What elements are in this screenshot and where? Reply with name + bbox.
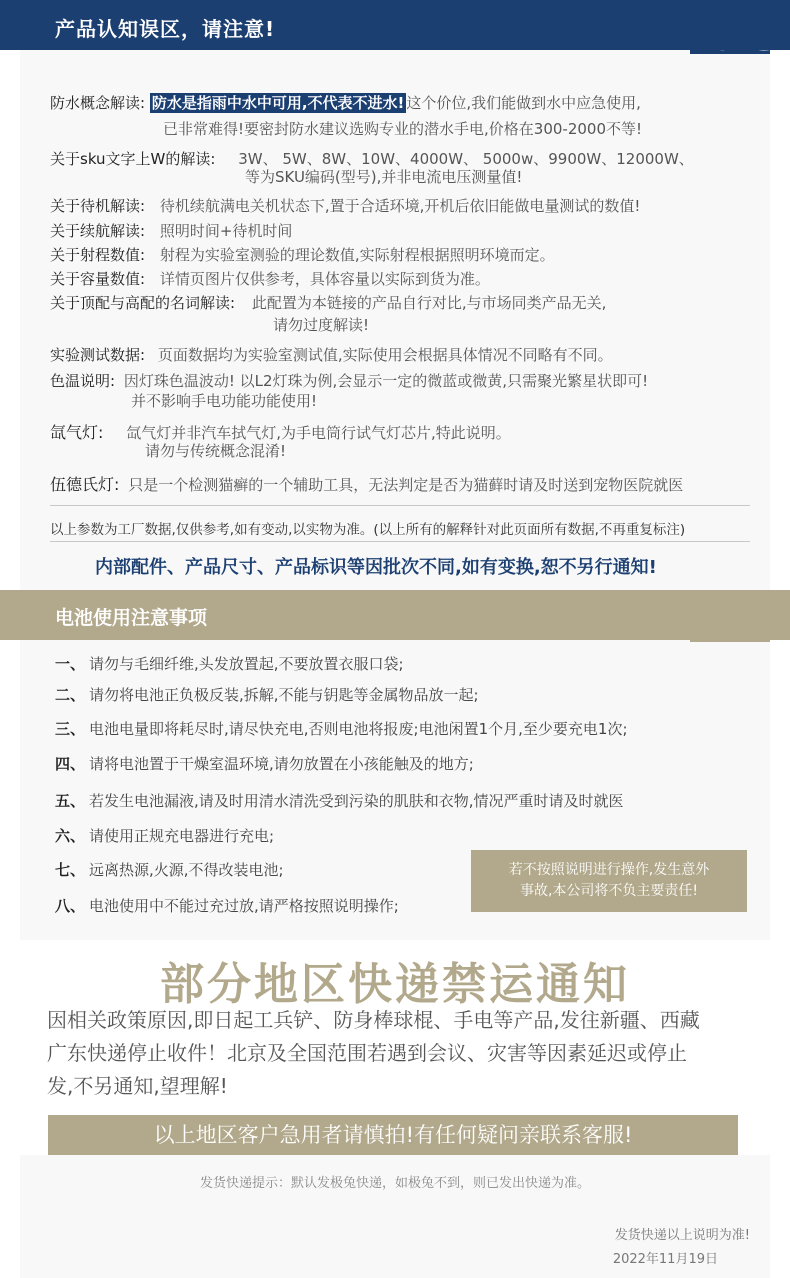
row-text: 此配置为本链接的产品自行对比,与市场同类产品无关, xyxy=(251,294,607,312)
divider xyxy=(50,541,750,542)
row-text: 详情页图片仅供参考，具体容量以实际到货为准。 xyxy=(159,270,490,288)
row-waterproof xyxy=(50,92,641,113)
battery-item xyxy=(55,653,404,674)
row-label: 关于射程数值: xyxy=(50,246,146,264)
row-text: 照明时间+待机时间 xyxy=(159,222,293,240)
row-standby xyxy=(50,195,640,216)
item-text: 电池电量即将耗尽时,请尽快充电,否则电池将报废;电池闲置1个月,至少要充电1次; xyxy=(89,720,628,738)
row-label: 伍德氏灯: xyxy=(50,475,120,494)
section-header-product-misconceptions xyxy=(0,0,790,50)
row-label: 关于待机解读: xyxy=(50,197,146,215)
shipping-tip: 发货快递提示：默认发极兔快递，如极兔不到，则已发出快递为准。 xyxy=(199,1176,590,1191)
row-range xyxy=(50,244,555,265)
row-runtime xyxy=(50,220,292,241)
item-number: 三、 xyxy=(55,720,86,738)
row-continuation: 请勿与传统概念混淆! xyxy=(145,442,287,460)
item-number: 七、 xyxy=(55,861,86,879)
item-text: 请勿将电池正负极反装,拆解,不能与钥匙等金属物品放一起; xyxy=(89,686,479,704)
battery-item xyxy=(55,825,274,846)
row-label: 实验测试数据: xyxy=(50,346,146,364)
row-config-terms xyxy=(50,292,606,313)
item-text: 请使用正规充电器进行充电; xyxy=(89,827,275,845)
disclaimer: 以上参数为工厂数据,仅供参考,如有变动,以实物为准。(以上所有的解释针对此页面所有数据,不再重复标注) xyxy=(50,522,686,538)
item-number: 四、 xyxy=(55,755,86,773)
row-text: 射程为实验室测验的理论数值,实际射程根据照明环境而定。 xyxy=(159,246,555,264)
highlight-text: 防水是指雨中水中可用,不代表不进水! xyxy=(151,94,405,112)
shipping-ban-line: 发,不另通知,望理解! xyxy=(47,1074,228,1098)
row-text: 3W、 5W、8W、10W、4000W、 5000w、9900W、12000W、 xyxy=(238,150,694,168)
shipping-ban-title: 部分地区快递禁运通知 xyxy=(160,959,630,1010)
section-header-battery xyxy=(0,590,790,640)
footer-note: 发货快递以上说明为准! xyxy=(614,1228,750,1243)
row-color-temperature xyxy=(50,370,648,391)
row-continuation: 并不影响手电功能功能使用! xyxy=(131,392,318,410)
row-wood-lamp xyxy=(50,472,683,495)
battery-item xyxy=(55,684,479,705)
battery-item xyxy=(55,790,624,811)
item-text: 请将电池置于干燥室温环境,请勿放置在小孩能触及的地方; xyxy=(89,755,474,773)
battery-item xyxy=(55,895,399,916)
shipping-ban-line: 因相关政策原因,即日起工兵铲、防身棒球棍、手电等产品,发往新疆、西藏 xyxy=(47,1008,700,1032)
item-number: 六、 xyxy=(55,827,86,845)
item-number: 八、 xyxy=(55,897,86,915)
row-text: 只是一个检测猫癣的一个辅助工具，无法判定是否为猫藓时请及时送到宠物医院就医 xyxy=(128,476,684,494)
row-label: 关于容量数值: xyxy=(50,270,146,288)
battery-item xyxy=(55,859,284,880)
row-label: 色温说明: xyxy=(50,372,116,390)
battery-item xyxy=(55,718,628,739)
liability-warning-box xyxy=(471,850,747,912)
warning-line: 事故,本公司将不负主要责任! xyxy=(519,883,699,899)
row-label: 关于sku文字上W的解读: xyxy=(50,150,216,168)
row-label: 氙气灯: xyxy=(50,423,104,442)
footer-date: 2022年11月19日 xyxy=(612,1252,718,1267)
divider xyxy=(50,505,750,506)
contact-service-bar: 以上地区客户急用者请慎拍!有任何疑问亲联系客服! xyxy=(48,1115,738,1155)
row-capacity xyxy=(50,268,490,289)
row-continuation: 请勿过度解读! xyxy=(273,316,370,334)
wave-decoration-icon xyxy=(690,30,770,54)
warning-line: 若不按照说明进行操作,发生意外 xyxy=(508,862,710,878)
item-text: 电池使用中不能过充过放,请严格按照说明操作; xyxy=(89,897,399,915)
row-text: 这个价位,我们能做到水中应急使用, xyxy=(406,94,641,112)
row-label: 防水概念解读: xyxy=(50,94,146,112)
section-title: 产品认知误区，请注意! xyxy=(55,17,276,41)
section-title: 电池使用注意事项 xyxy=(55,607,208,629)
battery-item xyxy=(55,753,474,774)
row-text: 页面数据均为实验室测试值,实际使用会根据具体情况不同略有不同。 xyxy=(157,346,613,364)
item-text: 远离热源,火源,不得改装电池; xyxy=(89,861,284,879)
item-text: 请勿与毛细纤维,头发放置起,不要放置衣服口袋; xyxy=(89,655,404,673)
shipping-ban-line: 广东快递停止收件！北京及全国范围若遇到会议、灾害等因素延迟或停止 xyxy=(47,1041,687,1065)
row-text: 氙气灯并非汽车拭气灯,为手电筒行试气灯芯片,特此说明。 xyxy=(126,424,511,442)
batch-notice: 内部配件、产品尺寸、产品标识等因批次不同,如有变换,恕不另行通知! xyxy=(95,557,657,578)
row-test-data xyxy=(50,344,613,365)
item-number: 五、 xyxy=(55,792,86,810)
row-continuation: 已非常难得!要密封防水建议选购专业的潜水手电,价格在300-2000不等! xyxy=(163,120,643,138)
row-label: 关于顶配与高配的名词解读: xyxy=(50,294,236,312)
row-text: 因灯珠色温波动! 以L2灯珠为例,会显示一定的微蓝或微黄,只需聚光繁星状即可! xyxy=(123,372,649,390)
row-continuation: 等为SKU编码(型号),并非电流电压测量值! xyxy=(245,168,523,186)
item-text: 若发生电池漏液,请及时用清水清洗受到污染的肌肤和衣物,情况严重时请及时就医 xyxy=(89,792,624,810)
row-label: 关于续航解读: xyxy=(50,222,146,240)
item-number: 二、 xyxy=(55,686,86,704)
item-number: 一、 xyxy=(55,655,86,673)
row-text: 待机续航满电关机状态下,置于合适环境,开机后依旧能做电量测试的数值! xyxy=(159,197,641,215)
wave-decoration-icon xyxy=(690,618,770,642)
